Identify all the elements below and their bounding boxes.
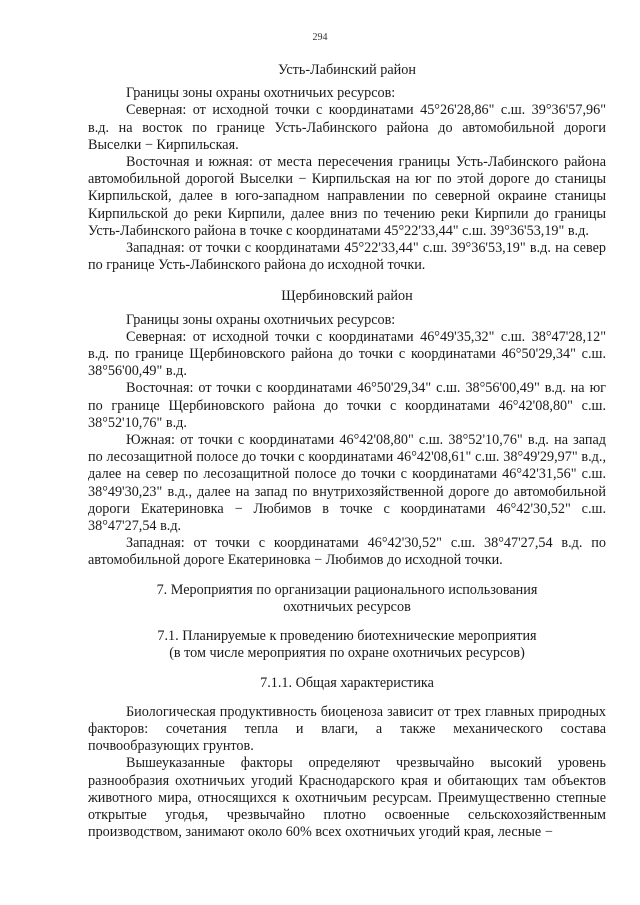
section-7-1-1-title: 7.1.1. Общая характеристика: [260, 674, 434, 691]
ust-labinsk-east-south: Восточная и южная: от места пересечения границы Усть-Лабинского района автомобильной дорогой Выселки − Кирпильская на юг по этой дороге до станицы Кирпильской, далее в юго-западном направлении по северной окраине станицы Кирпильской до реки Кирпили, далее вниз по течению реки Кирпили до границы Усть-Лабинского района в точке с координатами 45°22'33,44" с.ш. 39°36'53,19" в.д.: [88, 154, 606, 239]
ust-labinsk-west: Западная: от точки с координатами 45°22'33,44" с.ш. 39°36'53,19" в.д. на север по границе Усть-Лабинского района до исходной точки.: [88, 240, 606, 274]
section-7-1-title: [88, 628, 606, 662]
ust-labinsk-intro: Границы зоны охраны охотничьих ресурсов:: [126, 85, 396, 102]
section-7-title: [88, 582, 606, 616]
section-title-ust-labinsk: Усть-Лабинский район: [278, 62, 416, 78]
shcherbinovsky-intro: Границы зоны охраны охотничьих ресурсов:: [126, 311, 396, 328]
section-7-1-title-line1: 7.1. Планируемые к проведению биотехнические мероприятия: [157, 628, 537, 645]
shcherbinovsky-north: Северная: от исходной точки с координатами 46°49'35,32" с.ш. 38°47'28,12" в.д. по границе Щербиновского района до точки с координатами 46°50'29,34" с.ш. 38°56'00,49" в.д.: [88, 328, 606, 380]
general-paragraph-2: Вышеуказанные факторы определяют чрезвычайно высокий уровень разнообразия охотничьих угодий Краснодарского края и обитающих там объектов животного мира, относящихся к охотничьим ресурсам. Преимущественно степные открытые угодья, чрезвычайно плотно освоенные сельскохозяйственным производством, занимают около 60% всех охотничьих угодий края, лесные −: [88, 755, 606, 841]
section-7-title-line2: охотничьих ресурсов: [283, 598, 411, 615]
page-number: 294: [312, 32, 328, 43]
section-7-1-title-line2: (в том числе мероприятия по охране охотничьих ресурсов): [169, 645, 525, 662]
section-7-title-line1: 7. Мероприятия по организации рационального использования: [156, 581, 538, 598]
document-body: [88, 62, 606, 841]
section-title-shcherbinovsky: Щербиновский район: [281, 288, 413, 305]
shcherbinovsky-south: Южная: от точки с координатами 46°42'08,80" с.ш. 38°52'10,76" в.д. на запад по лесозащитной полосе до точки с координатами 46°42'08,61" с.ш. 38°49'29,97" в.д., далее на север по лесозащитной полосе до точки с координатами 46°42'31,56" с.ш. 38°49'30,23" в.д., далее на запад по внутрихозяйственной дороге до автомобильной дороги Екатериновка − Любимов в точке с координатами 46°42'30,52" с.ш. 38°47'27,54 в.д.: [88, 432, 606, 535]
shcherbinovsky-west: Западная: от точки с координатами 46°42'30,52" с.ш. 38°47'27,54 в.д. по автомобильной дороге Екатериновка − Любимов до исходной точки.: [88, 535, 606, 569]
ust-labinsk-north: Северная: от исходной точки с координатами 45°26'28,86" с.ш. 39°36'57,96" в.д. на восток по границе Усть-Лабинского района до автомобильной дороги Выселки − Кирпильская.: [88, 102, 606, 153]
shcherbinovsky-east: Восточная: от точки с координатами 46°50'29,34" с.ш. 38°56'00,49" в.д. на юг по границе Щербиновского района до точки с координатами 46°42'08,80" с.ш. 38°52'10,76" в.д.: [88, 380, 606, 431]
general-paragraph-1: Биологическая продуктивность биоценоза зависит от трех главных природных факторов: сочетания тепла и влаги, а также механического состава почвообразующих грунтов.: [88, 703, 606, 755]
